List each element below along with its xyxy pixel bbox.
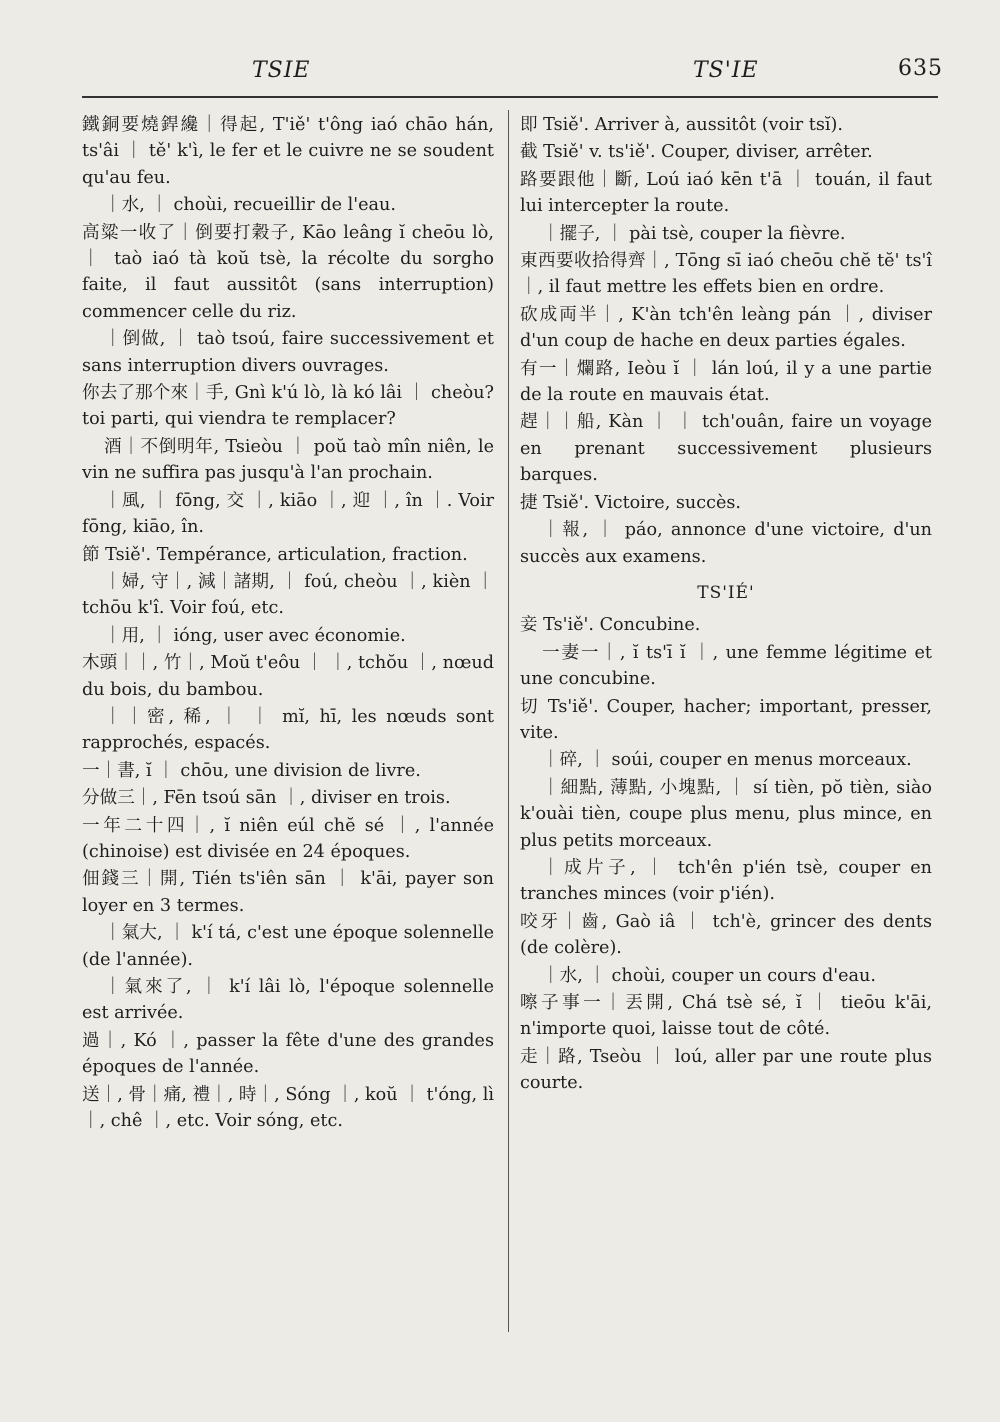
entry: 鐵銅要燒銲纔｜得起, T'iě' t'ông iaó chāo hán, ts'âi ｜ tě' k'ì, le fer et le cuivre ne se soudent qu'au feu. [82, 115, 494, 188]
entry: ｜細點, 薄點, 小塊點, ｜ sí tièn, pŏ tièn, siào k'ouài tièn, coupe plus menu, plus mince, en plus petits morceaux. [520, 777, 932, 851]
headword-entry: 節 Tsiě'. Tempérance, articulation, fraction. [82, 544, 468, 565]
entry: 一妻一｜, ĭ ts'ī ĭ ｜, une femme légitime et une concubine. [520, 642, 932, 690]
entry: 趕｜｜船, Kàn ｜ ｜ tch'ouân, faire un voyage en prenant successivement plusieurs barques. [520, 412, 932, 486]
entry: 一年二十四｜, ĭ niên eúl chĕ sé ｜, l'année (chinoise) est divisée en 24 époques. [82, 815, 494, 862]
entry: 嚓子事一｜丟開, Chá tsè sé, ĭ ｜ tieōu k'āi, n'importe quoi, laisse tout de côté. [520, 993, 932, 1040]
entry: 木頭｜｜, 竹｜, Moŭ t'eôu ｜ ｜, tchŏu ｜, nœud du bois, du bambou. [82, 653, 494, 700]
entry: 送｜, 骨｜痛, 禮｜, 時｜, Sóng ｜, koŭ ｜ t'óng, lì ｜, chê ｜, etc. Voir sóng, etc. [82, 1084, 494, 1132]
entry: ｜擺子, ｜ pài tsè, couper la fièvre. [542, 223, 846, 244]
entry: ｜氣大, ｜ k'í tá, c'est une époque solennelle (de l'année). [82, 923, 494, 970]
entry: 過｜, Kó ｜, passer la fête d'une des grandes époques de l'année. [82, 1030, 494, 1078]
page-number: 635 [898, 56, 943, 81]
entry: 東西要收拾得齊｜, Tōng sī iaó cheōu chĕ tĕ' ts'î ｜, il faut mettre les effets bien en ordre. [520, 251, 932, 298]
entry: ｜婦, 守｜, 減｜諸期, ｜ foú, cheòu ｜, kièn ｜ tchōu k'î. Voir foú, etc. [82, 571, 494, 619]
entry: 有一｜爛路, Ieòu ĭ ｜ lán loú, il y a une partie de la route en mauvais état. [520, 358, 932, 406]
entry: ｜用, ｜ ióng, user avec économie. [104, 625, 406, 646]
entry: 一｜書, ĭ ｜ chōu, une division de livre. [82, 760, 421, 781]
entry: ｜氣來了, ｜ k'í lâi lò, l'époque solennelle est arrivée. [82, 977, 494, 1024]
headword-entry: 妾 Ts'iě'. Concubine. [520, 615, 701, 636]
column-divider [508, 110, 509, 1332]
entry: ｜成片子, ｜ tch'ên p'ién tsè, couper en tranches minces (voir p'ién). [520, 857, 932, 905]
entry: ｜水, ｜ choùi, couper un cours d'eau. [542, 965, 876, 986]
entry: 酒｜不倒明年, Tsieòu ｜ poŭ taò mîn niên, le vin ne suffira pas jusqu'à l'an prochain. [82, 436, 494, 484]
entry: ｜碎, ｜ soúi, couper en menus morceaux. [542, 750, 912, 771]
entry: 路要跟他｜斷, Loú iaó kēn t'ā ｜ touán, il faut lui intercepter la route. [520, 169, 932, 217]
entry: ｜｜密, 稀, ｜ ｜ mĭ, hī, les nœuds sont rapprochés, espacés. [82, 706, 494, 754]
entry: 咬牙｜齒, Gaò iâ ｜ tch'è, grincer des dents (de colère). [520, 911, 932, 959]
entry: 高粱一收了｜倒要打穀子, Kāo leâng ĭ cheōu lò, ｜ taò iaó tà koŭ tsè, la récolte du sorgho faite, il faut aussitôt (sans interruption) commencer celle du riz. [82, 222, 494, 322]
entry: ｜報, ｜ páo, annonce d'une victoire, d'un succès aux examens. [520, 520, 932, 567]
entry: 分做三｜, Fēn tsoú sān ｜, diviser en trois. [82, 788, 451, 809]
headword-entry: 截 Tsiě' v. ts'iě'. Couper, diviser, arrêter. [520, 142, 873, 163]
left-column [82, 112, 494, 1135]
running-head-left: TSIE [252, 58, 311, 83]
section-heading: TS'IÉ' [697, 582, 755, 603]
entry: ｜風, ｜ fōng, 交 ｜, kiāo ｜, 迎 ｜, în ｜. Voir fōng, kiāo, în. [82, 490, 494, 538]
headword-entry: 捷 Tsiě'. Victoire, succès. [520, 492, 742, 513]
entry: ｜倒做, ｜ taò tsoú, faire successivement et sans interruption divers ouvrages. [82, 329, 494, 376]
right-column [520, 112, 932, 1098]
headword-entry: 切 Ts'iě'. Couper, hacher; important, presser, vite. [520, 696, 932, 743]
entry: 佃錢三｜開, Tién ts'iên sān ｜ k'āi, payer son loyer en 3 termes. [82, 869, 494, 916]
entry: 走｜路, Tseòu ｜ loú, aller par une route plus courte. [520, 1046, 932, 1094]
headword-entry: 即 Tsiě'. Arriver à, aussitôt (voir tsĭ). [520, 115, 843, 135]
header-rule [82, 96, 938, 98]
entry: ｜水, ｜ choùi, recueillir de l'eau. [104, 195, 396, 216]
entry: 你去了那个來｜手, Gnì k'ú lò, là kó lâi ｜ cheòu? toi parti, qui viendra te remplacer? [82, 383, 494, 430]
running-head-right: TS'IE [693, 58, 759, 83]
entry: 砍成両半｜, K'àn tch'ên leàng pán ｜, diviser d'un coup de hache en deux parties égales. [520, 304, 932, 352]
